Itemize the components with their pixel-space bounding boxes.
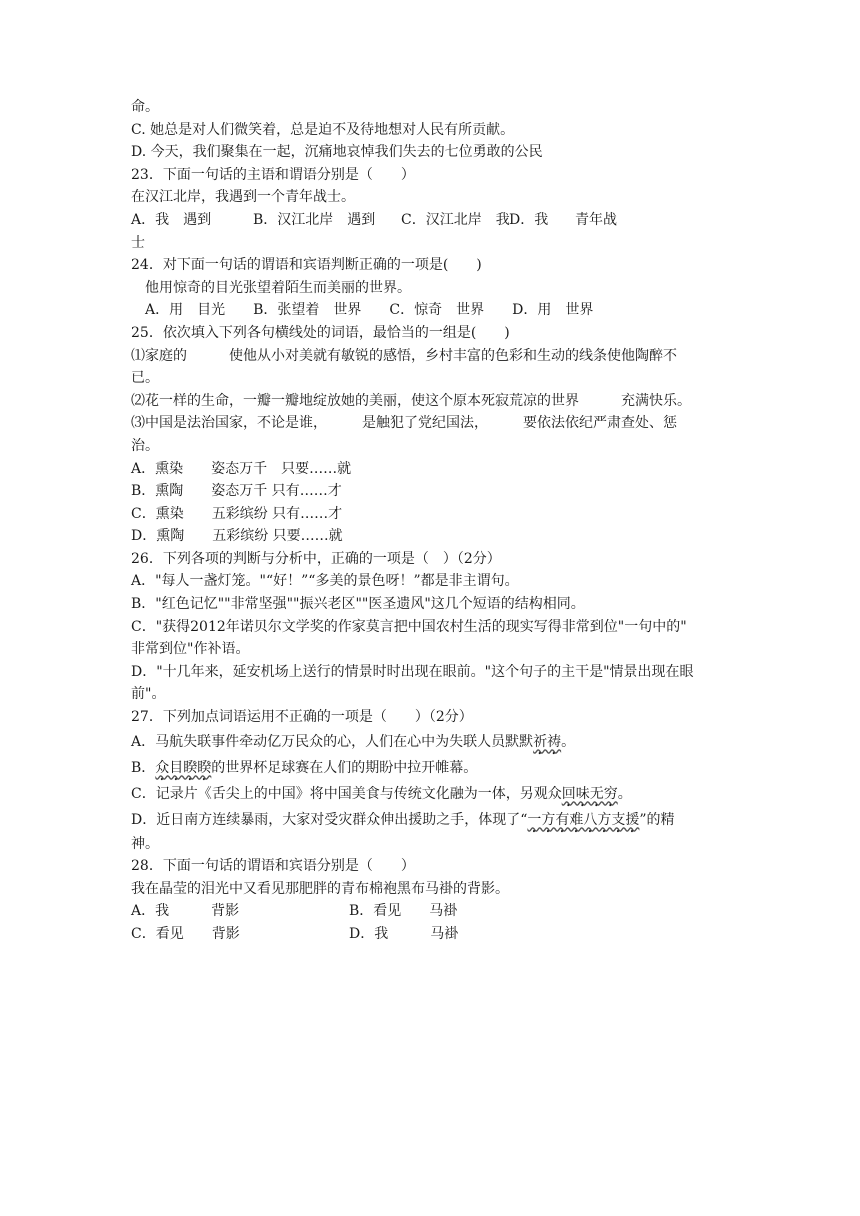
question-24-options: A．用 目光 B．张望着 世界 C．惊奇 世界 D．用 世界 — [131, 302, 594, 319]
question-28: 28．下面一句话的谓语和宾语分别是（ ） — [131, 858, 415, 875]
option-d: D．"十几年来，延安机场上送行的情景时时出现在眼前。"这个句子的主干是"情景出现在眼 — [131, 663, 694, 680]
option-d-cont: 青年战 — [575, 211, 617, 228]
option-a — [131, 729, 731, 755]
option-c — [131, 781, 731, 807]
text: B． — [131, 759, 156, 776]
option-d: D. 今天，我们聚集在一起，沉痛地哀悼我们失去的七位勇敢的公民 — [131, 144, 543, 161]
option-d: D．我 — [509, 211, 549, 228]
text: D．近日南方连续暴雨，大家对受灾群众伸出援助之手，体现了“ — [131, 811, 528, 828]
question-28-options-row-2 — [131, 923, 731, 946]
option-b: B．汉江北岸 遇到 — [253, 211, 376, 228]
option-d: D．我 马褂 — [349, 926, 459, 942]
question-24: 24．对下面一句话的谓语和宾语判断正确的一项是( ) — [131, 257, 482, 274]
question-28-options-row-1 — [131, 900, 731, 923]
text-line: 士 — [131, 234, 145, 251]
question-25-item-1: ⑴家庭的 使他从小对美就有敏锐的感悟，乡村丰富的色彩和生动的线条使他陶醉不 — [131, 347, 677, 364]
question-25-item-3: ⑶中国是法治国家，不论是谁， 是触犯了党纪国法， 要依法依纪严肃查处、惩 — [131, 415, 677, 432]
text-line: 治。 — [131, 437, 159, 454]
question-26: 26．下列各项的判断与分析中，正确的一项是（ ）（2分） — [131, 550, 501, 567]
text: 的世界杯足球赛在人们的期盼中拉开帷幕。 — [211, 759, 478, 776]
option-c: C. 她总是对人们微笑着，总是迫不及待地想对人民有所贡献。 — [131, 121, 515, 138]
option-c: C．"获得2012年诺贝尔文学奖的作家莫言把中国农村生活的现实写得非常到位"一句中的" — [131, 618, 687, 635]
text-line: 前"。 — [131, 686, 166, 703]
option-b: B．看见 马褂 — [349, 903, 458, 920]
document-page — [131, 96, 731, 946]
option-a: A．我 背影 — [131, 903, 240, 920]
option-d — [131, 807, 731, 833]
text-line: 神。 — [131, 835, 159, 852]
question-23: 23．下面一句话的主语和谓语分别是（ ） — [131, 166, 415, 183]
option-b: B．"红色记忆""非常坚强""振兴老区""医圣遗风"这几个短语的结构相同。 — [131, 596, 585, 613]
text: 。 — [561, 733, 576, 750]
question-25-item-2: ⑵花一样的生命，一瓣一瓣地绽放她的美丽，使这个原本死寂荒凉的世界 充满快乐。 — [131, 392, 691, 409]
text: ”的精 — [639, 811, 675, 828]
question-28-sentence: 我在晶莹的泪光中又看见那肥胖的青布棉袍黑布马褂的背影。 — [131, 880, 509, 897]
option-a: A．我 遇到 — [131, 211, 212, 228]
text: C．记录片《舌尖上的中国》将中国美食与传统文化融为一体，另观众 — [131, 785, 562, 802]
option-c: C．熏染 五彩缤纷 只有……才 — [131, 505, 343, 522]
marked-word: 祈祷 — [533, 733, 562, 750]
text: A．马航失联事件牵动亿万民众的心，人们在心中为失联人员默默 — [131, 733, 534, 750]
text-line: 已。 — [131, 370, 159, 387]
text-line: 命。 — [131, 99, 159, 115]
option-b: B．熏陶 姿态万千 只有……才 — [131, 483, 342, 500]
option-b — [131, 755, 731, 781]
option-d: D．熏陶 五彩缤纷 只要……就 — [131, 528, 343, 545]
option-c: C．看见 背影 — [131, 926, 240, 942]
question-27: 27．下列加点词语运用不正确的一项是（ ）（2分） — [131, 709, 473, 726]
text: 。 — [617, 785, 632, 802]
marked-word: 一方有难八方支援 — [527, 811, 640, 828]
question-24-sentence: 他用惊奇的目光张望着陌生而美丽的世界。 — [131, 279, 411, 296]
option-a: A．"每人一盏灯笼。"“好！”“多美的景色呀！”都是非主谓句。 — [131, 573, 519, 590]
marked-word: 回味无穷 — [561, 785, 618, 802]
question-23-options — [131, 209, 731, 232]
question-23-sentence: 在汉江北岸，我遇到一个青年战士。 — [131, 189, 355, 206]
question-25: 25．依次填入下列各句横线处的词语，最恰当的一组是( ) — [131, 324, 510, 341]
option-a: A．熏染 姿态万千 只要……就 — [131, 460, 352, 477]
option-c: C．汉江北岸 我 — [401, 211, 510, 228]
text-line: 非常到位"作补语。 — [131, 641, 250, 658]
marked-word: 众目睽睽 — [155, 759, 212, 776]
